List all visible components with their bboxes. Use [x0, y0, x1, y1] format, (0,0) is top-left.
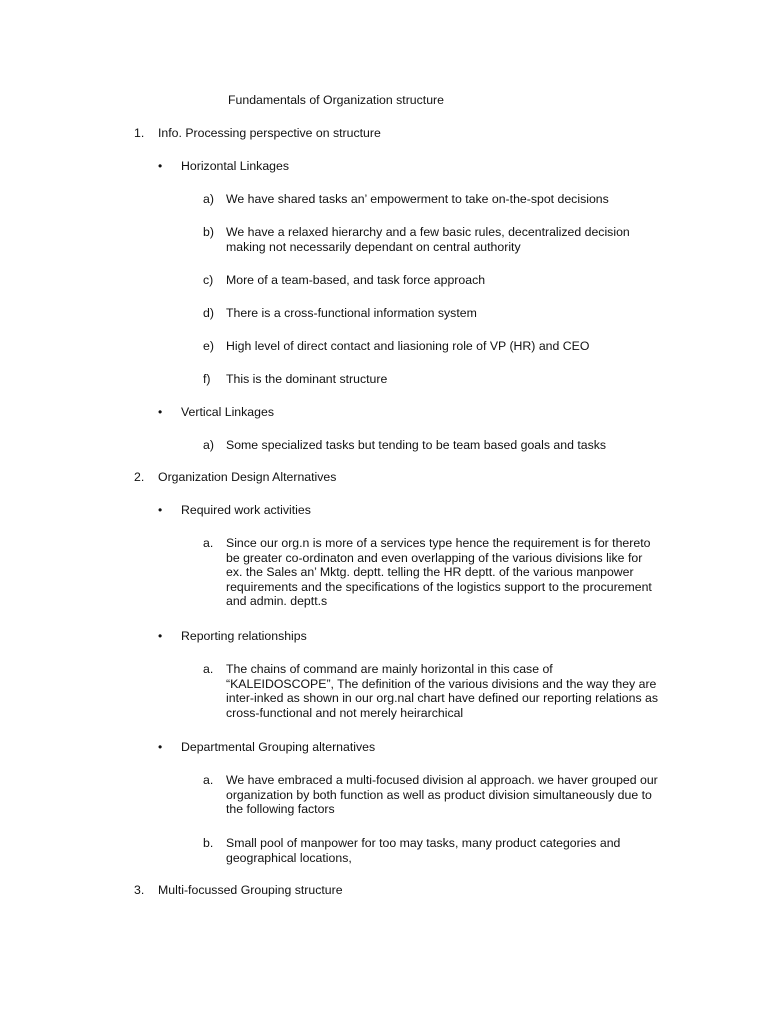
list-item-label: a.: [203, 773, 214, 787]
list-item-text: The chains of command are mainly horizontal in this case of “KALEIDOSCOPE”, The definition of the various divisions and the way they are inter-inked as shown in our org.nal chart have defined our reporting relations as cross-functional and not merely heirarchical: [226, 662, 659, 720]
list-item-label: d): [203, 306, 214, 320]
list-item-label: a.: [203, 536, 214, 550]
list-item-label: b.: [203, 836, 214, 850]
list-item-text: We have a relaxed hierarchy and a few basic rules, decentralized decision making not necessarily dependant on central authority: [226, 225, 630, 254]
subheading-grouping: Departmental Grouping alternatives: [181, 740, 376, 754]
list-item-label: a): [203, 192, 214, 206]
bullet-icon: •: [158, 159, 163, 173]
list-item-label: c): [203, 273, 214, 287]
list-item-text: High level of direct contact and liasioning role of VP (HR) and CEO: [226, 339, 590, 353]
section-3-heading: Multi-focussed Grouping structure: [158, 883, 343, 897]
list-item-label: a): [203, 438, 214, 452]
list-item-text: Small pool of manpower for too may tasks, many product categories and geographical locations,: [226, 836, 621, 865]
subheading-reporting: Reporting relationships: [181, 629, 307, 643]
bullet-icon: •: [158, 503, 163, 517]
list-item-text: Since our org.n is more of a services type hence the requirement is for thereto be greater co-ordinaton and even overlapping of the various divisions like for ex. the Sales an’ Mktg. deptt. telling the HR deptt. of the various manpower requirements and the specifications of the logistics support to the procurement and admin. deptt.s: [226, 536, 652, 609]
list-item-label: f): [203, 372, 211, 386]
bullet-icon: •: [158, 740, 163, 754]
list-item-text: We have shared tasks an’ empowerment to take on-the-spot decisions: [226, 192, 609, 206]
section-3-number: 3.: [134, 883, 145, 897]
list-item-text: We have embraced a multi-focused division al approach. we haver grouped our organization by both function as well as product division simultaneously due to the following factors: [226, 773, 658, 817]
subheading-horizontal-linkages: Horizontal Linkages: [181, 159, 290, 173]
section-1-number: 1.: [134, 126, 145, 140]
subheading-required-work: Required work activities: [181, 503, 311, 517]
document-title: Fundamentals of Organization structure: [228, 93, 444, 107]
bullet-icon: •: [158, 629, 163, 643]
subheading-vertical-linkages: Vertical Linkages: [181, 405, 274, 419]
section-2-number: 2.: [134, 470, 145, 484]
list-item-text: Some specialized tasks but tending to be team based goals and tasks: [226, 438, 607, 452]
section-2-heading: Organization Design Alternatives: [158, 470, 337, 484]
list-item-label: a.: [203, 662, 214, 676]
list-item-label: b): [203, 225, 214, 239]
list-item-text: This is the dominant structure: [226, 372, 388, 386]
section-1-heading: Info. Processing perspective on structure: [158, 126, 381, 140]
list-item-text: More of a team-based, and task force approach: [226, 273, 486, 287]
list-item-label: e): [203, 339, 214, 353]
list-item-text: There is a cross-functional information system: [226, 306, 477, 320]
bullet-icon: •: [158, 405, 163, 419]
